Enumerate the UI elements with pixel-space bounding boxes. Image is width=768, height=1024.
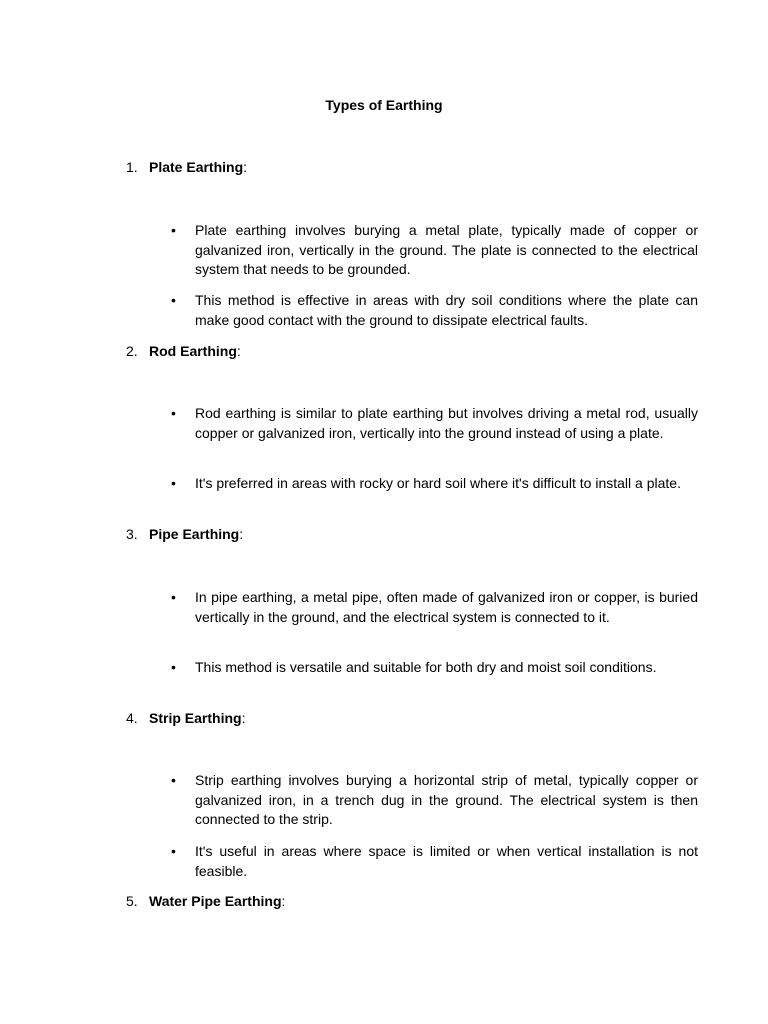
section-heading bbox=[126, 158, 247, 176]
bullet-text: This method is versatile and suitable for both dry and moist soil conditions. bbox=[195, 659, 657, 675]
bullet-text: Rod earthing is similar to plate earthing but involves driving a metal rod, usually copper or galvanized iron, vertically into the ground instead of using a plate. bbox=[195, 405, 698, 441]
bullet-marker: • bbox=[171, 475, 176, 491]
bullet-marker: • bbox=[171, 292, 176, 308]
bullet-marker: • bbox=[171, 222, 176, 238]
bullet-text: This method is effective in areas with dry soil conditions where the plate can make good contact with the ground to dissipate electrical faults. bbox=[195, 292, 698, 328]
section-number: 2. bbox=[126, 343, 138, 359]
section-colon: : bbox=[236, 343, 241, 359]
bullet-marker: • bbox=[171, 659, 176, 675]
section-colon: : bbox=[243, 159, 248, 175]
section-heading bbox=[126, 342, 241, 360]
bullet-text: It's preferred in areas with rocky or hard soil where it's difficult to install a plate. bbox=[195, 475, 681, 491]
bullet-marker: • bbox=[171, 843, 176, 859]
bullet-marker: • bbox=[171, 405, 176, 421]
section-number: 3. bbox=[126, 526, 138, 542]
bullet-text: In pipe earthing, a metal pipe, often made of galvanized iron or copper, is buried vertically in the ground, and the electrical system is connected to it. bbox=[195, 589, 698, 625]
section-colon: : bbox=[281, 893, 286, 909]
bullet-text: Plate earthing involves burying a metal plate, typically made of copper or galvanized iron, vertically in the ground. The plate is connected to the electrical system that needs to be grounded. bbox=[195, 222, 698, 277]
section-colon: : bbox=[241, 710, 246, 726]
section-heading bbox=[126, 892, 285, 910]
section-title: Pipe Earthing bbox=[149, 526, 240, 542]
bullet-marker: • bbox=[171, 772, 176, 788]
bullet-text: Strip earthing involves burying a horizontal strip of metal, typically copper or galvanized iron, in a trench dug in the ground. The electrical system is then connected to the strip. bbox=[195, 772, 698, 827]
section-heading bbox=[126, 709, 245, 727]
bullet-marker: • bbox=[171, 589, 176, 605]
section-number: 4. bbox=[126, 710, 138, 726]
section-number: 1. bbox=[126, 159, 138, 175]
section-heading bbox=[126, 525, 243, 543]
section-title: Strip Earthing bbox=[149, 710, 242, 726]
section-number: 5. bbox=[126, 893, 138, 909]
section-title: Rod Earthing bbox=[149, 343, 237, 359]
section-title: Plate Earthing bbox=[149, 159, 244, 175]
section-title: Water Pipe Earthing bbox=[149, 893, 282, 909]
section-colon: : bbox=[239, 526, 244, 542]
document-title: Types of Earthing bbox=[325, 97, 443, 113]
bullet-text: It's useful in areas where space is limited or when vertical installation is not feasible. bbox=[195, 843, 698, 879]
